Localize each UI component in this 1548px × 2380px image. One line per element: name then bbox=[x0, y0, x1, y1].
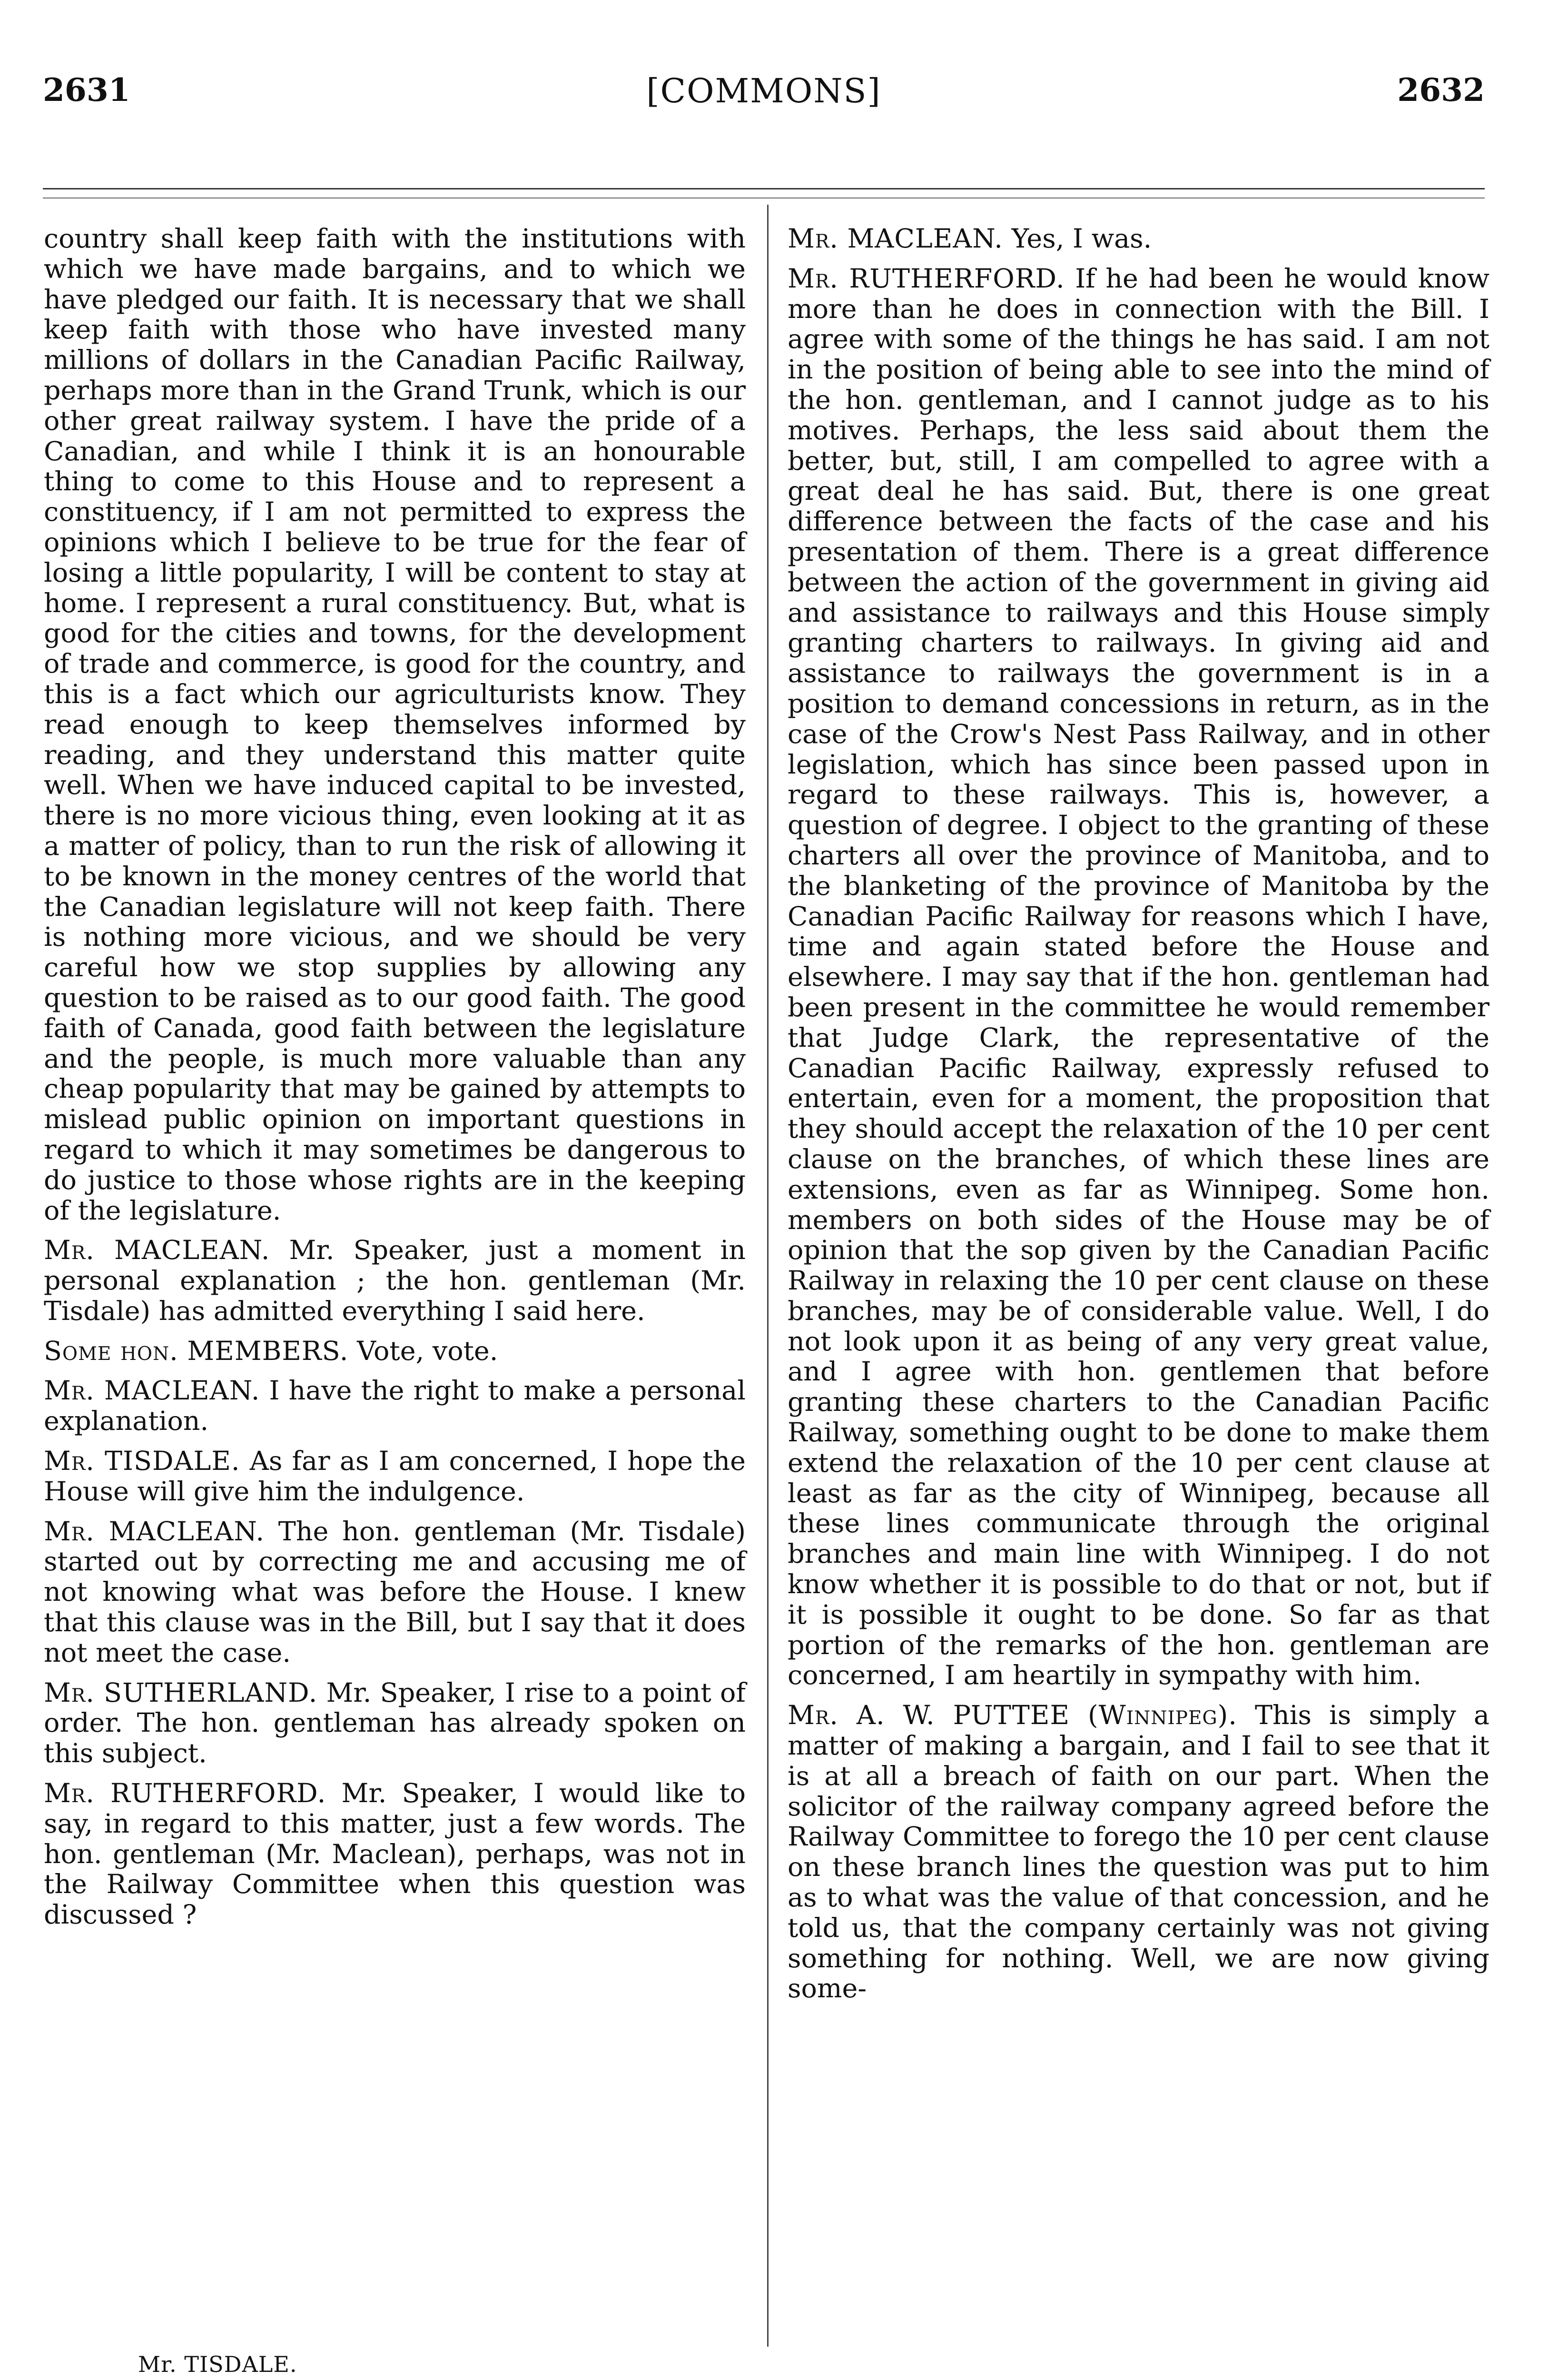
paragraph-text: Vote, vote. bbox=[348, 1335, 498, 1367]
paragraph-text: This is simply a matter of making a bargain, and I fail to see that it is at all a breach of faith on our part. When the solicitor of the railway company agreed before the Railway Committee to forego the 10 per cent clause on these branch lines the question was put to him as to what was the value of that concession, and he told us, that the company certainly was not giving something for nothing. Well, we are now giving some- bbox=[788, 1700, 1490, 2004]
paragraph bbox=[788, 1700, 1489, 2004]
paragraph bbox=[44, 1678, 746, 1769]
left-column bbox=[44, 224, 746, 1930]
paragraph-text: I have the right to make a personal explanation. bbox=[44, 1375, 746, 1437]
speaker-name: Mr. MACLEAN. bbox=[44, 1516, 265, 1547]
speaker-name: Mr. MACLEAN. bbox=[788, 223, 1003, 254]
paragraph bbox=[788, 224, 1489, 254]
paragraph-text: Yes, I was. bbox=[1003, 223, 1152, 254]
paragraph bbox=[44, 224, 746, 1226]
column-divider bbox=[767, 205, 769, 2347]
speaker-name: Mr. TISDALE. bbox=[44, 1446, 240, 1477]
paragraph-text: If he had been he would know more than he does in connection with the Bill. I agree with some of the things he has said. I am not in the position of being able to see into the mind of the hon. gentleman, and I cannot judge as to his motives. Perhaps, the less said about them the better, but, still, I am compelled to agree with a great deal he has said. But, there is one great difference between the facts of the case and his presentation of them. There is a great difference between the action of the government in giving aid and assistance to railways and this House simply granting charters to railways. In giving aid and assistance to railways the government is in a position to demand concessions in return, as in the case of the Crow's Nest Pass Railway, and in other legislation, which has since been passed upon in regard to these railways. This is, however, a question of degree. I object to the granting of these charters all over the province of Manitoba, and to the blanketing of the province of Manitoba by the Canadian Pacific Railway for reasons which I have, time and again stated before the House and elsewhere. I may say that if the hon. gentleman had been present in the committee he would remember that Judge Clark, the representative of the Canadian Pacific Railway, expressly refused to entertain, even for a moment, the proposition that they should accept the relaxation of the 10 per cent clause on the branches, of which these lines are extensions, even as far as Winnipeg. Some hon. members on both sides of the House may be of opinion that the sop given by the Canadian Pacific Railway in relaxing the 10 per cent clause on these branches, may be of considerable value. Well, I do not look upon it as being of any very great value, and I agree with hon. gentlemen that before granting these charters to the Canadian Pacific Railway, something ought to be done to make them extend the relaxation of the 10 per cent clause at least as far as the city of Winnipeg, because all these lines communicate through the original branches and main line with Winnipeg. I do not know whether it is possible to do that or not, but if it is possible it ought to be done. So far as that portion of the remarks of the hon. gentleman are concerned, I am heartily in sympathy with him. bbox=[788, 263, 1489, 1691]
catchword: Mr. TISDALE. bbox=[138, 2351, 297, 2377]
page-number-right: 2632 bbox=[1397, 71, 1485, 109]
paragraph bbox=[788, 264, 1489, 1691]
speaker-name: Mr. MACLEAN. bbox=[44, 1235, 270, 1266]
paragraph bbox=[44, 1336, 746, 1367]
paragraph bbox=[44, 1235, 746, 1326]
speaker-name: Mr. SUTHERLAND. bbox=[44, 1677, 318, 1708]
page-header bbox=[43, 71, 1485, 129]
paragraph bbox=[44, 1446, 746, 1507]
paragraph-text: Mr. Speaker, I would like to say, in regard to this matter, just a few words. The hon. gentleman (Mr. Maclean), perhaps, was not in the Railway Committee when this question was discussed ? bbox=[44, 1778, 746, 1931]
right-column bbox=[788, 224, 1489, 2004]
paragraph-text: country shall keep faith with the institutions with which we have made bargains, and to which we have pledged our faith. It is necessary that we shall keep faith with those who have invested many millions of dollars in the Canadian Pacific Railway, perhaps more than in the Grand Trunk, which is our other great railway system. I have the pride of a Canadian, and while I think it is an honourable thing to come to this House and to represent a constituency, if I am not permitted to express the opinions which I believe to be true for the fear of losing a little popularity, I will be content to stay at home. I represent a rural constituency. But, what is good for the cities and towns, for the development of trade and commerce, is good for the country, and this is a fact which our agriculturists know. They read enough to keep themselves informed by reading, and they understand this matter quite well. When we have induced capital to be invested, there is no more vicious thing, even looking at it as a matter of policy, than to run the risk of allowing it to be known in the money centres of the world that the Canadian legislature will not keep faith. There is nothing more vicious, and we should be very careful how we stop supplies by allowing any question to be raised as to our good faith. The good faith of Canada, good faith between the legislature and the people, is much more valuable than any cheap popularity that may be gained by attempts to mislead public opinion on important questions in regard to which it may sometimes be dangerous to do justice to those whose rights are in the keeping of the legislature. bbox=[44, 223, 746, 1226]
paragraph bbox=[44, 1376, 746, 1437]
page-number-left: 2631 bbox=[43, 71, 130, 109]
running-title: [COMMONS] bbox=[646, 71, 881, 110]
paragraph-text: The hon. gentleman (Mr. Tisdale) started out by correcting me and accusing me of not knowing what was before the House. I knew that this clause was in the Bill, but I say that it does not meet the case. bbox=[44, 1516, 746, 1668]
header-rule bbox=[43, 188, 1485, 189]
paragraph-text: Mr. Speaker, just a moment in personal explanation ; the hon. gentleman (Mr. Tisdale) has admitted everything I said here. bbox=[44, 1235, 746, 1327]
speaker-name: Mr. RUTHERFORD. bbox=[44, 1778, 326, 1809]
speaker-name: Some hon. MEMBERS. bbox=[44, 1335, 349, 1367]
paragraph bbox=[44, 1517, 746, 1668]
speaker-name: Mr. RUTHERFORD. bbox=[788, 263, 1065, 294]
paragraph bbox=[44, 1778, 746, 1930]
paragraph-text: As far as I am concerned, I hope the House will give him the indulgence. bbox=[44, 1446, 746, 1507]
paragraph-text: Mr. Speaker, I rise to a point of order. The hon. gentleman has already spoken on this subject. bbox=[44, 1677, 746, 1769]
speaker-name: Mr. A. W. PUTTEE (Winnipeg). bbox=[788, 1700, 1237, 1731]
speaker-name: Mr. MACLEAN. bbox=[44, 1375, 260, 1407]
